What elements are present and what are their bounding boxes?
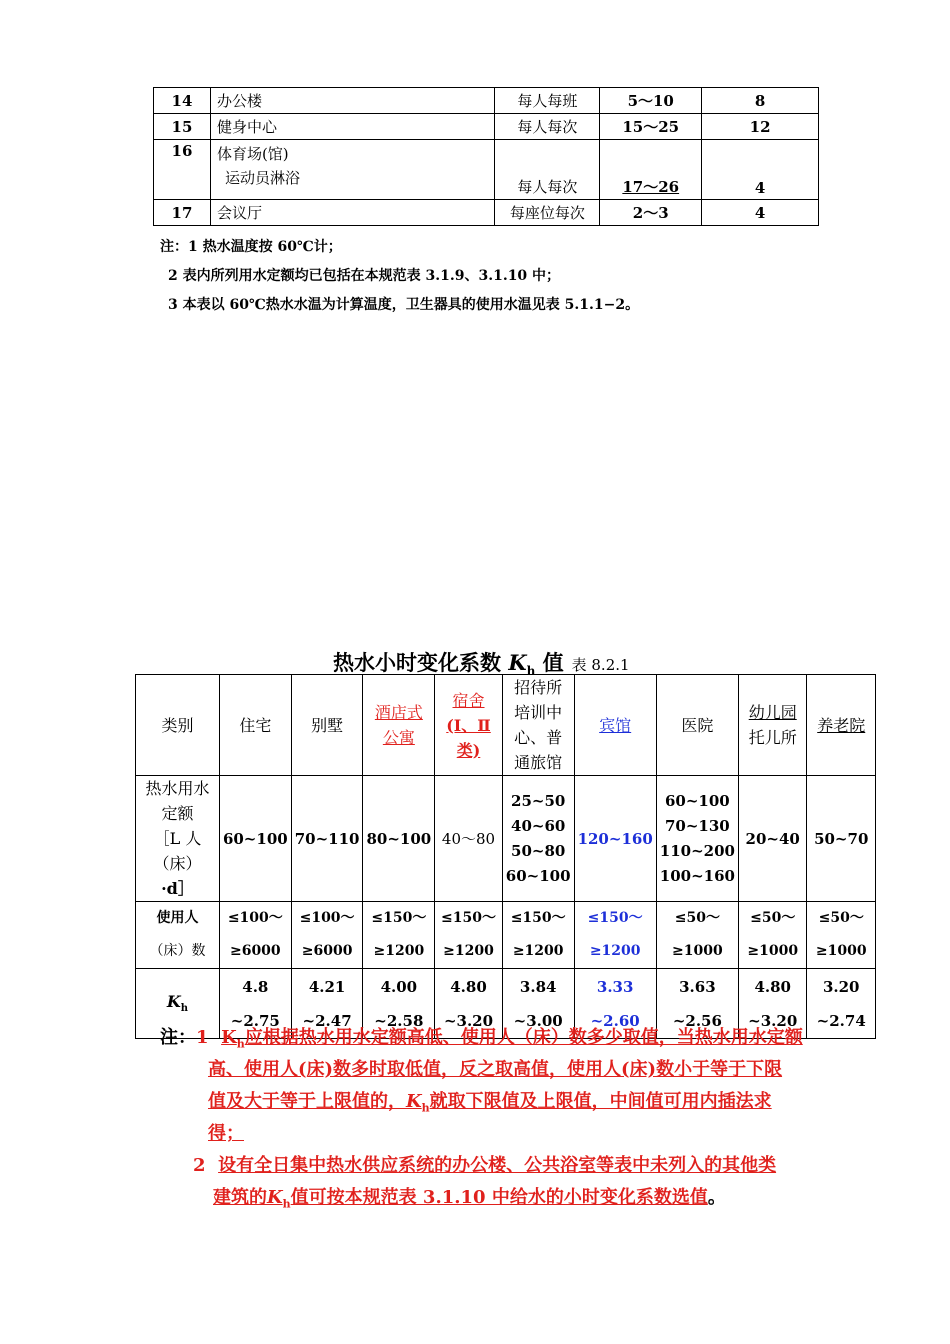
kh-cell: 3.33 ~2.60 bbox=[574, 969, 656, 1039]
table-note: 注：1 热水温度按 60℃计； bbox=[160, 239, 342, 255]
water-quota-table bbox=[153, 87, 819, 226]
col-dormitory: 宿舍 (Ⅰ、Ⅱ 类) bbox=[435, 675, 503, 776]
users-cell: ≤50～ ≥1000 bbox=[738, 902, 807, 969]
kh-label: $K_h$ bbox=[136, 969, 220, 1039]
title-text: 热水小时变化系数 bbox=[333, 650, 509, 675]
building-name: 体育场(馆) bbox=[216, 145, 289, 163]
col-hotel: 宾馆 bbox=[574, 675, 656, 776]
unit-cell: 每人每次 bbox=[495, 114, 600, 140]
col-apartment-hotel: 酒店式 公寓 bbox=[363, 675, 435, 776]
quota-cell: 20~40 bbox=[738, 776, 807, 902]
unit-cell: 每人每次 bbox=[495, 140, 600, 200]
kh-note-1-line4: 得； bbox=[208, 1123, 244, 1144]
value-cell: 8 bbox=[702, 88, 819, 114]
table-row bbox=[154, 200, 819, 226]
unit-cell: 每座位每次 bbox=[495, 200, 600, 226]
quota-row bbox=[136, 776, 876, 902]
kh-cell: 4.80 ~3.20 bbox=[738, 969, 807, 1039]
users-row bbox=[136, 902, 876, 969]
value-cell: 4 bbox=[702, 140, 819, 200]
kh-cell: 4.00 ~2.58 bbox=[363, 969, 435, 1039]
quota-cell: 25~50 40~60 50~80 60~100 bbox=[502, 776, 574, 902]
category-header: 类别 bbox=[136, 675, 220, 776]
row-number: 16 bbox=[154, 140, 211, 200]
col-villa: 别墅 bbox=[291, 675, 363, 776]
table-row bbox=[154, 140, 819, 200]
quota-cell: 60~100 bbox=[219, 776, 291, 902]
quota-label: 热水用水 定额 ［L 人（床） ·d］ bbox=[136, 776, 220, 902]
value-cell: 12 bbox=[702, 114, 819, 140]
value-cell: 4 bbox=[702, 200, 819, 226]
kh-cell: 4.8 ~2.75 bbox=[219, 969, 291, 1039]
kh-note-2-line2: 建筑的$K_h$值可按本规范表 3.1.10 中给水的小时变化系数选值。 bbox=[213, 1187, 726, 1211]
building-name: 会议厅 bbox=[210, 200, 495, 226]
kh-note-1-line1: 注：1 $K_h$应根据热水用水定额高低、使用人（床）数多少取值，当热水用水定额 bbox=[160, 1027, 803, 1051]
table-note: 3 本表以 60℃热水水温为计算温度，卫生器具的使用水温见表 5.1.1−2。 bbox=[168, 297, 640, 313]
table-row bbox=[154, 88, 819, 114]
users-cell: ≤150～ ≥1200 bbox=[363, 902, 435, 969]
range-cell bbox=[600, 140, 702, 200]
building-subname: 运动员淋浴 bbox=[224, 169, 300, 187]
row-number: 14 bbox=[154, 88, 211, 114]
range-cell: 2～3 bbox=[600, 200, 702, 226]
users-cell: ≤100～ ≥6000 bbox=[219, 902, 291, 969]
building-name: 办公楼 bbox=[210, 88, 495, 114]
kh-cell: 4.21 ~2.47 bbox=[291, 969, 363, 1039]
kh-note-1-line2: 高、使用人(床)数多时取低值，反之取高值，使用人(床)数小于等于下限 bbox=[208, 1059, 783, 1080]
range-value: 17～26 bbox=[622, 178, 680, 196]
building-name: 健身中心 bbox=[210, 114, 495, 140]
kh-note-2-line1: 2 设有全日集中热水供应系统的办公楼、公共浴室等表中未列入的其他类 bbox=[193, 1155, 777, 1176]
users-cell: ≤150～ ≥1200 bbox=[435, 902, 503, 969]
row-number: 15 bbox=[154, 114, 211, 140]
title-k: K bbox=[508, 650, 527, 675]
table-number: 表 8.2.1 bbox=[571, 656, 630, 674]
table-note: 2 表内所列用水定额均已包括在本规范表 3.1.9、3.1.10 中； bbox=[168, 268, 561, 284]
col-nursing-home: 养老院 bbox=[807, 675, 876, 776]
users-cell: ≤100～ ≥6000 bbox=[291, 902, 363, 969]
kh-note-1-line3: 值及大于等于上限值的，$K_h$就取下限值及上限值，中间值可用内插法求 bbox=[208, 1091, 772, 1115]
title-k-sub: h bbox=[526, 664, 536, 679]
quota-cell: 80~100 bbox=[363, 776, 435, 902]
kh-cell: 3.84 ~3.00 bbox=[502, 969, 574, 1039]
table-row bbox=[154, 114, 819, 140]
building-name-cell bbox=[210, 140, 495, 200]
users-cell: ≤50～ ≥1000 bbox=[807, 902, 876, 969]
col-hospital: 医院 bbox=[656, 675, 738, 776]
header-row bbox=[136, 675, 876, 776]
col-kindergarten: 幼儿园 托儿所 bbox=[738, 675, 807, 776]
quota-cell: 70~110 bbox=[291, 776, 363, 902]
quota-cell: 40～80 bbox=[435, 776, 503, 902]
col-residence: 住宅 bbox=[219, 675, 291, 776]
quota-cell: 50~70 bbox=[807, 776, 876, 902]
users-cell: ≤50～ ≥1000 bbox=[656, 902, 738, 969]
col-guesthouse: 招待所 培训中 心、普 通旅馆 bbox=[502, 675, 574, 776]
range-cell: 15～25 bbox=[600, 114, 702, 140]
unit-cell: 每人每班 bbox=[495, 88, 600, 114]
row-number: 17 bbox=[154, 200, 211, 226]
kh-cell: 3.20 ~2.74 bbox=[807, 969, 876, 1039]
quota-cell: 120~160 bbox=[574, 776, 656, 902]
kh-cell: 3.63 ~2.56 bbox=[656, 969, 738, 1039]
users-cell: ≤150～ ≥1200 bbox=[574, 902, 656, 969]
users-cell: ≤150～ ≥1200 bbox=[502, 902, 574, 969]
users-label: 使用人 （床）数 bbox=[136, 902, 220, 969]
title-text-end: 值 bbox=[535, 650, 564, 675]
quota-cell: 60~100 70~130 110~200 100~160 bbox=[656, 776, 738, 902]
kh-coefficient-table bbox=[135, 674, 876, 1039]
range-cell: 5～10 bbox=[600, 88, 702, 114]
kh-cell: 4.80 ~3.20 bbox=[435, 969, 503, 1039]
